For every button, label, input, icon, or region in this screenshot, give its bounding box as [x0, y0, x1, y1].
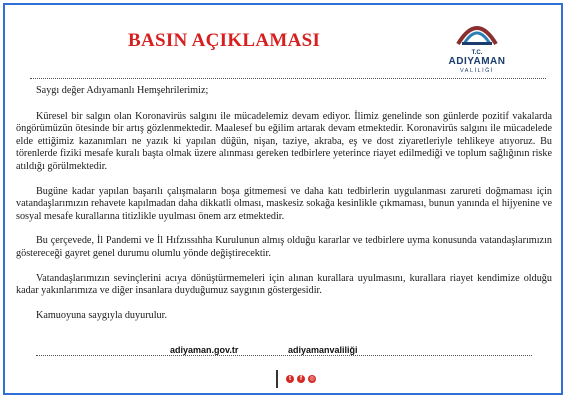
- social-handle[interactable]: adiyamanvaliliği: [288, 345, 358, 355]
- governorship-emblem-icon: [446, 14, 508, 54]
- paragraph-3: Bu çerçevede, İl Pandemi ve İl Hıfzıssıhha Kurulunun almış olduğu kararlar ve tedbirlere uyma konusunda vatandaşlarımızın göstereceği gayret genel durumu olumlu yönde değiştirecektir.: [16, 235, 552, 259]
- footer-separator: [276, 370, 278, 388]
- page-title: BASIN AÇIKLAMASI: [128, 30, 321, 51]
- closing-line: Kamuoyuna saygıyla duyurulur.: [36, 309, 167, 321]
- logo-city-text: ADIYAMAN: [448, 56, 506, 67]
- logo-tc-text: T.C.: [471, 50, 483, 56]
- top-divider: [30, 78, 546, 79]
- facebook-icon[interactable]: f: [297, 375, 305, 383]
- press-release-body: [16, 85, 552, 322]
- website-link[interactable]: adiyaman.gov.tr: [170, 345, 239, 355]
- twitter-icon[interactable]: t: [286, 375, 294, 383]
- paragraph-4: Vatandaşlarımızın sevinçlerini acıya dönüştürmemeleri için alınan kurallara uyulmasını, kurallara riayet kendimize olduğu kadar yakınlarımıza ve diğer insanlara duyduğumuz saygının göstergesidir.: [16, 272, 552, 297]
- governorship-logo: [446, 14, 508, 76]
- social-icons: [286, 375, 316, 383]
- bottom-divider: [36, 355, 532, 356]
- paragraph-1: Küresel bir salgın olan Koronavirüs salgını ile mücadelemiz devam ediyor. İlimiz genelinde son günlerde pozitif vakalarda öngörümüzün ötesinde bir artış gözlenmektedir. Maalesef bu eğilim artarak devam etmektedir. Koronavirüs salgını ile mücadelede elde ettiğimiz kazanımları ne yazık ki yapılan düğün, nişan, taziye, akraba, eş ve dost ziyaretleriyle tehlikeye atıyoruz. Bu törenlerde fiziki mesafe kuralı başta olmak üzere alınması gereken tedbirlere yeterince riayet edilmediği ve toplum sağlığının riske atıldığı görülmektedir.: [16, 110, 552, 172]
- greeting: Saygı değer Adıyamanlı Hemşehrilerimiz;: [36, 85, 209, 96]
- instagram-icon[interactable]: ◎: [309, 376, 315, 382]
- paragraph-2: Bugüne kadar yapılan başarılı çalışmaların boşa gitmemesi ve daha katı tedbirlerin uygulanması zarureti doğmaması için vatandaşlarımızın rehavete kapılmadan daha dikkatli olması, maskesiz sokağa kesinlikle çıkmaması, bunun yanında el hijyenine ve sosyal mesafe kurallarına titizlikle uyulması önem arz etmektedir.: [16, 185, 552, 222]
- logo-sub-text: VALİLİĞİ: [460, 68, 494, 74]
